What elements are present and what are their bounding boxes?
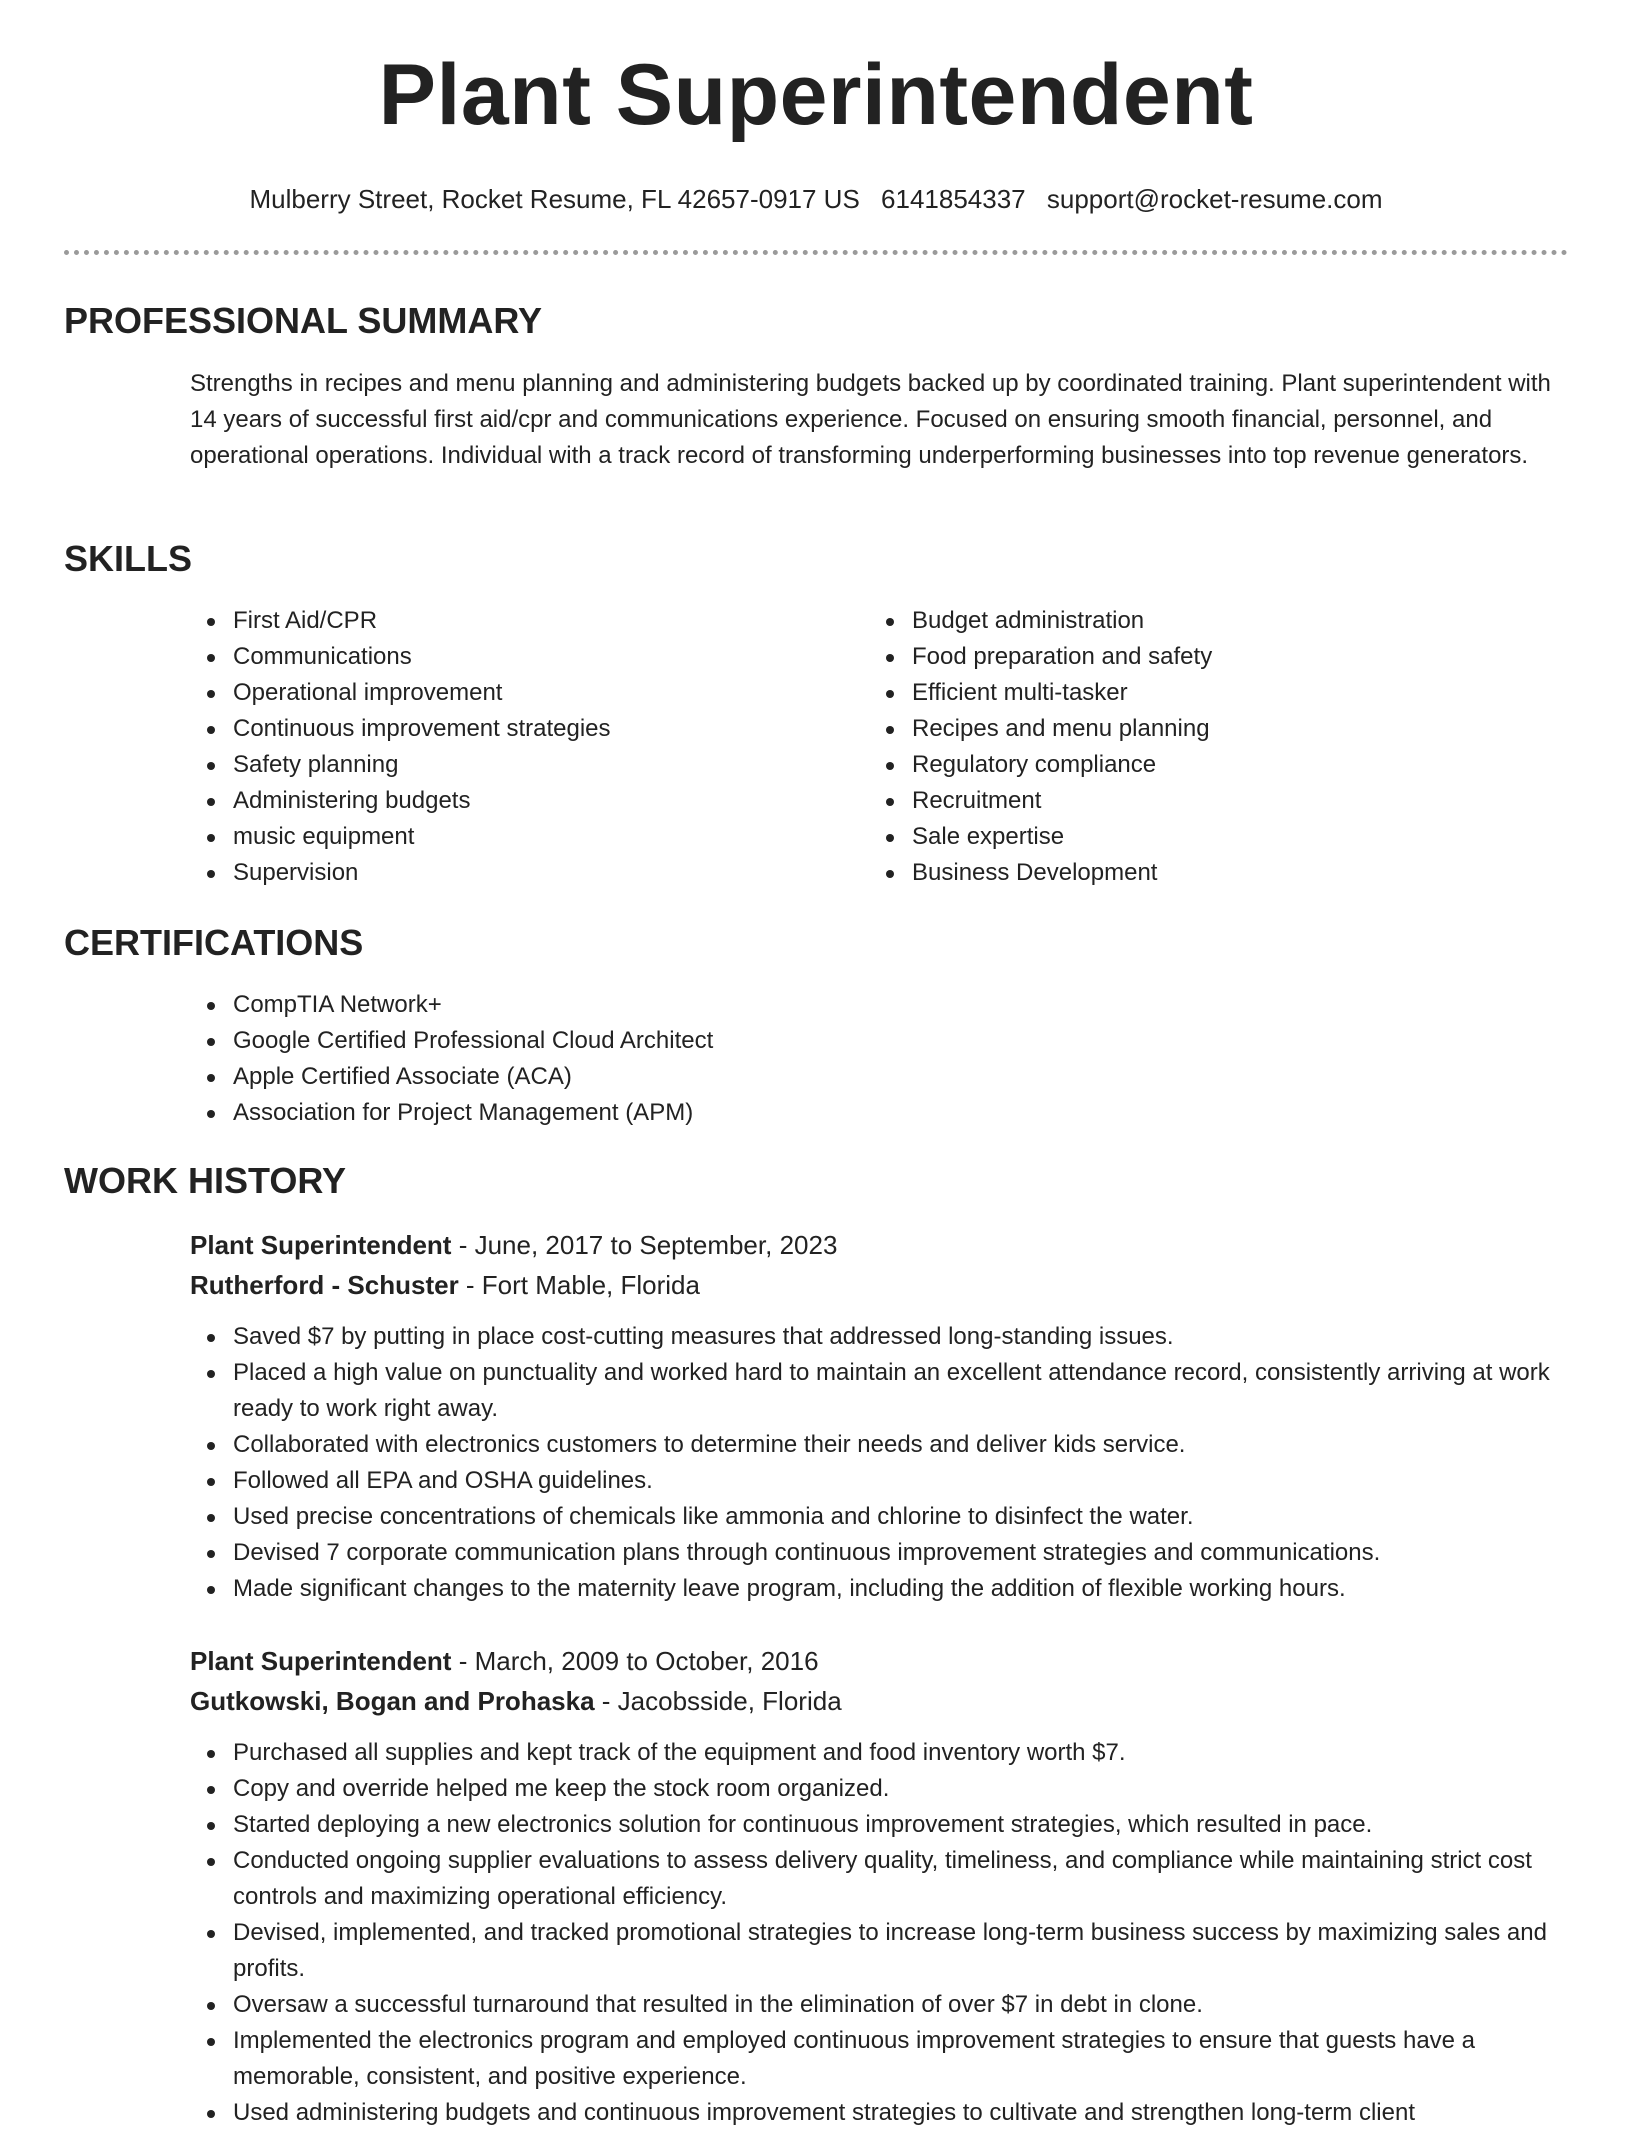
skills-list-right: [869, 603, 1529, 891]
job-bullet: Collaborated with electronics customers to determine their needs and deliver kids service.: [190, 1427, 1570, 1463]
certification-item: Apple Certified Associate (ACA): [190, 1059, 1570, 1095]
skill-item: Operational improvement: [190, 675, 850, 711]
skill-item: Regulatory compliance: [869, 747, 1529, 783]
skill-item: Recruitment: [869, 783, 1529, 819]
certification-item: Association for Project Management (APM): [190, 1095, 1570, 1131]
skill-item: Recipes and menu planning: [869, 711, 1529, 747]
skills-title: SKILLS: [64, 538, 193, 579]
certifications-title: CERTIFICATIONS: [64, 922, 364, 963]
skill-item: Budget administration: [869, 603, 1529, 639]
header-divider: [64, 250, 1568, 255]
job-company-line: [190, 1267, 700, 1303]
skill-item: music equipment: [190, 819, 850, 855]
job-bullet: Implemented the electronics program and employed continuous improvement strategies to ensure that guests have a memorable, consistent, and positive experience.: [190, 2023, 1570, 2095]
skill-item: Continuous improvement strategies: [190, 711, 850, 747]
contact-line: [0, 184, 1632, 215]
job-bullet: Purchased all supplies and kept track of the equipment and food inventory worth $7.: [190, 1735, 1570, 1771]
job-bullet: Made significant changes to the maternity leave program, including the addition of flexible working hours.: [190, 1571, 1570, 1607]
certification-item: Google Certified Professional Cloud Architect: [190, 1023, 1570, 1059]
skill-item: Supervision: [190, 855, 850, 891]
job-bullet: Used precise concentrations of chemicals like ammonia and chlorine to disinfect the water.: [190, 1499, 1570, 1535]
contact-address: Mulberry Street, Rocket Resume, FL 42657-0917 US: [249, 184, 860, 214]
job-bullet: Oversaw a successful turnaround that resulted in the elimination of over $7 in debt in clone.: [190, 1987, 1570, 2023]
skill-item: First Aid/CPR: [190, 603, 850, 639]
summary-text: Strengths in recipes and menu planning and administering budgets backed up by coordinated training. Plant superintendent with 14 years of successful first aid/cpr and communications experience. Focused on ensuring smooth financial, personnel, and operational operations. Individual with a track record of transforming underperforming businesses into top revenue generators.: [190, 370, 1551, 469]
job-role: Plant Superintendent: [190, 1646, 452, 1676]
certifications-list: [190, 987, 1570, 1131]
job-dates: - March, 2009 to October, 2016: [451, 1646, 819, 1676]
job-location: - Jacobsside, Florida: [594, 1686, 842, 1716]
job-bullets: [190, 1735, 1570, 2131]
skill-item: Business Development: [869, 855, 1529, 891]
job-bullet: Saved $7 by putting in place cost-cutting measures that addressed long-standing issues.: [190, 1319, 1570, 1355]
job-bullet: Devised 7 corporate communication plans through continuous improvement strategies and communications.: [190, 1535, 1570, 1571]
job-bullets: [190, 1319, 1570, 1607]
skill-item: Efficient multi-tasker: [869, 675, 1529, 711]
job-bullet: Started deploying a new electronics solution for continuous improvement strategies, which resulted in pace.: [190, 1807, 1570, 1843]
job-bullet: Placed a high value on punctuality and worked hard to maintain an excellent attendance record, consistently arriving at work ready to work right away.: [190, 1355, 1570, 1427]
certification-item: CompTIA Network+: [190, 987, 1570, 1023]
job-bullet: Copy and override helped me keep the stock room organized.: [190, 1771, 1570, 1807]
skill-item: Communications: [190, 639, 850, 675]
skill-item: Safety planning: [190, 747, 850, 783]
skills-list-left: [190, 603, 850, 891]
job-bullet: Followed all EPA and OSHA guidelines.: [190, 1463, 1570, 1499]
summary-title: PROFESSIONAL SUMMARY: [64, 300, 543, 341]
skill-item: Food preparation and safety: [869, 639, 1529, 675]
job-title-line: [190, 1643, 819, 1679]
job-company: Rutherford - Schuster: [190, 1270, 459, 1300]
skill-item: Administering budgets: [190, 783, 850, 819]
resume-name: Plant Superintendent: [378, 47, 1254, 143]
job-company-line: [190, 1683, 842, 1719]
job-bullet: Conducted ongoing supplier evaluations to assess delivery quality, timeliness, and compliance while maintaining strict cost controls and maximizing operational efficiency.: [190, 1843, 1570, 1915]
contact-email: support@rocket-resume.com: [1046, 184, 1383, 214]
job-dates: - June, 2017 to September, 2023: [451, 1230, 838, 1260]
job-bullet: Devised, implemented, and tracked promotional strategies to increase long-term business success by maximizing sales and profits.: [190, 1915, 1570, 1987]
job-location: - Fort Mable, Florida: [458, 1270, 700, 1300]
job-company: Gutkowski, Bogan and Prohaska: [190, 1686, 595, 1716]
skill-item: Sale expertise: [869, 819, 1529, 855]
work-history-title: WORK HISTORY: [64, 1160, 347, 1201]
job-title-line: [190, 1227, 837, 1263]
job-bullet: Used administering budgets and continuous improvement strategies to cultivate and strengthen long-term client: [190, 2095, 1570, 2131]
job-role: Plant Superintendent: [190, 1230, 452, 1260]
contact-phone: 6141854337: [881, 184, 1026, 214]
